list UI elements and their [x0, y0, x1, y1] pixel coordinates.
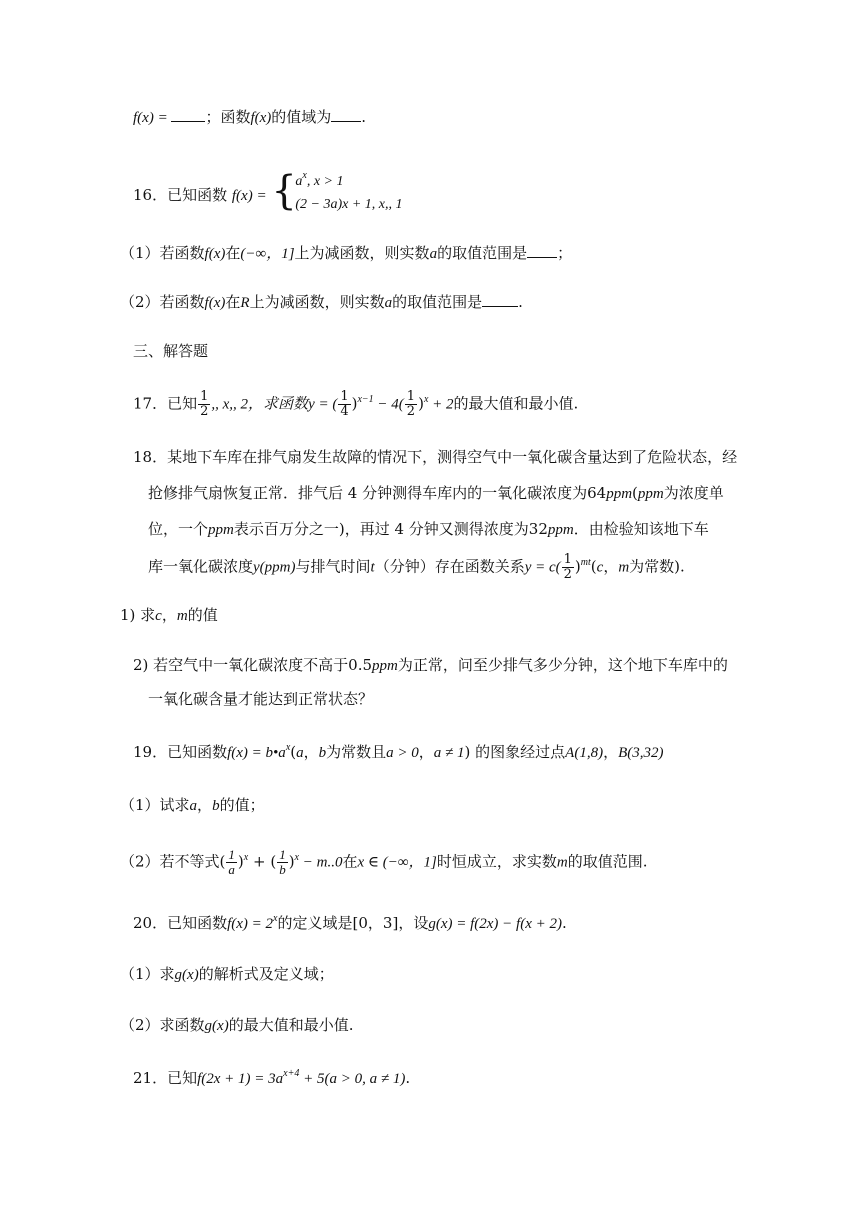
text: （1）求	[120, 965, 175, 983]
question-16-part-1	[120, 242, 572, 265]
question-18-part-2-line-1	[133, 654, 728, 677]
question-20-part-2	[120, 1014, 353, 1037]
math: a > 0	[386, 745, 419, 761]
fraction-half: $\frac{1}{2}$	[200, 389, 209, 419]
exponent: x	[423, 393, 429, 405]
math: b	[318, 745, 327, 761]
math: ppm	[637, 486, 664, 502]
text: 上为减函数，则实数	[249, 293, 385, 311]
text: 已知函数	[167, 914, 228, 932]
math: ppm	[606, 486, 633, 502]
question-18-part-2-line-2: 一氧化碳含量才能达到正常状态？	[148, 690, 374, 708]
text: 为常数且	[326, 743, 387, 761]
text: 抢修排气扇恢复正常．排气后 4 分钟测得车库内的一氧化碳浓度为	[148, 484, 588, 502]
fraction-one-over-a: $\frac{1}{a}$	[228, 847, 235, 877]
text: （1）若函数	[120, 244, 205, 262]
text: 2) 若空气中一氧化碳浓度不高于	[133, 656, 349, 674]
text: 的取值范围是	[392, 293, 483, 311]
text: 已知函数	[167, 186, 228, 204]
math: ,, x,, 2，求函数	[211, 396, 309, 413]
math: A(1,8)	[565, 745, 604, 761]
answer-blank	[527, 243, 557, 258]
section-heading: 三、解答题	[133, 342, 209, 360]
math: 64	[587, 484, 607, 502]
fraction-one-over-b: $\frac{1}{b}$	[279, 847, 286, 877]
text: .	[361, 108, 367, 126]
math: + 5(a > 0, a ≠ 1)	[299, 1071, 406, 1087]
text: ) 的图象经过点	[464, 743, 566, 761]
exponent: x	[285, 742, 291, 753]
text: 与排气时间	[295, 557, 371, 576]
exponent: x	[273, 913, 278, 924]
text: 上为减函数，则实数	[294, 244, 430, 262]
exponent: x	[243, 851, 249, 863]
text: .	[518, 293, 523, 311]
text: 为浓度单	[663, 484, 724, 502]
text: ，	[418, 743, 434, 761]
question-17: 17．已知 $\frac{1}{2}$ ,, x,, 2，求函数y = ( $\frac{1}{4}$ )$^{x-1}$ − 4( $\frac{1}{2}$ )$^x$ + 2的最大值和最小值.	[133, 389, 579, 419]
answer-blank	[482, 292, 518, 307]
left-brace: {	[271, 168, 297, 214]
math: a	[189, 798, 198, 814]
q15-answer-line	[133, 106, 366, 129]
text: 已知	[167, 1069, 198, 1087]
math: B(3,32)	[618, 745, 664, 761]
question-number: 17．	[133, 394, 168, 413]
math: a ≠ 1	[433, 745, 465, 761]
math: R	[240, 295, 250, 311]
question-18-line-4: 库一氧化碳浓度y(ppm)与排气时间t（分钟）存在函数关系y = c( $\frac{1}{2}$ )$^{mt}$(c，m为常数).	[148, 552, 685, 582]
text: .	[405, 1069, 411, 1087]
text: 为常数).	[629, 557, 685, 576]
text: 某地下车库在排气扇发生故障的情况下，测得空气中一氧化碳含量达到了危险状态，经	[167, 448, 738, 466]
math: f(x)	[250, 110, 272, 126]
text: .	[561, 914, 567, 932]
text: 的值域为	[271, 108, 332, 126]
math: f(x) = 2	[227, 916, 274, 932]
question-19	[133, 741, 663, 766]
text: ，设	[398, 914, 429, 932]
text: （2）若不等式	[120, 852, 220, 871]
math: f(x)	[204, 246, 226, 262]
fraction-half: $\frac{1}{2}$	[406, 389, 416, 419]
math: − m..0	[299, 854, 343, 871]
math: a	[429, 246, 438, 262]
math: 32	[528, 520, 548, 538]
question-18-line-3	[148, 518, 709, 541]
text: 库一氧化碳浓度	[148, 557, 254, 576]
answer-blank	[331, 107, 361, 122]
math: (−∞，1]	[240, 246, 295, 262]
math: a	[384, 295, 393, 311]
math: m	[618, 559, 630, 576]
text: 1) 求	[120, 606, 156, 624]
f-of-x-label: f(x) =	[133, 110, 172, 126]
text: （1）试求	[120, 796, 190, 814]
text: 在	[225, 244, 241, 262]
math: b	[212, 798, 220, 814]
math: g(x)	[204, 1018, 229, 1034]
question-19-part-2: （2）若不等式( $\frac{1}{a}$ )$^x$ + ( $\frac{1}{b}$ )$^x$ − m..0在x ∈ (−∞，1]时恒成立，求实数m的取值范围.	[120, 847, 648, 877]
math: [0，3]	[352, 914, 399, 932]
math: t	[370, 559, 375, 576]
math: + 2	[428, 396, 454, 413]
question-18-line-1	[133, 446, 737, 468]
question-20-part-1	[120, 963, 334, 986]
text: （分钟）存在函数关系	[374, 557, 525, 576]
text: 的最大值和最小值.	[453, 394, 579, 413]
question-19-part-1	[120, 794, 265, 817]
math: f(x)	[204, 295, 226, 311]
exponent: x−1	[357, 393, 374, 405]
math: y(ppm)	[253, 559, 296, 576]
text: ，	[603, 557, 619, 576]
question-number: 18．	[133, 448, 168, 466]
question-20	[133, 912, 567, 937]
question-18-part-1	[120, 604, 218, 627]
text: 的最大值和最小值.	[228, 1016, 354, 1034]
text: (	[590, 557, 597, 576]
text: 已知	[167, 394, 198, 413]
text: 表示百万分之一)，再过 4 分钟又测得浓度为	[233, 520, 529, 538]
text: 的取值范围.	[567, 852, 648, 871]
text: ，	[161, 606, 177, 624]
piecewise-function	[271, 168, 421, 217]
text: (	[290, 743, 297, 761]
exponent: x	[294, 851, 299, 863]
text: 的值	[187, 606, 218, 624]
answer-blank	[171, 107, 205, 122]
question-21	[133, 1067, 410, 1092]
text: 的值；	[219, 796, 265, 814]
text: （2）求函数	[120, 1016, 205, 1034]
math: f(x) =	[231, 188, 267, 204]
text: 的解析式及定义域；	[198, 965, 334, 983]
math: y = (	[308, 396, 338, 413]
question-number: 19．	[133, 743, 168, 761]
text: （2）若函数	[120, 293, 205, 311]
exponent: mt	[580, 556, 591, 568]
text: 在	[342, 852, 358, 871]
text: 的取值范围是	[437, 244, 528, 262]
text: 位，一个	[148, 520, 209, 538]
math: x ∈ (−∞，1]	[357, 854, 437, 871]
question-number: 21．	[133, 1069, 168, 1087]
text: ；函数	[205, 108, 251, 126]
question-16	[133, 168, 421, 219]
math: − 4(	[373, 396, 404, 413]
text: 的定义域是	[277, 914, 353, 932]
math: m	[556, 854, 568, 871]
text: ，	[197, 796, 213, 814]
question-number: 20．	[133, 914, 168, 932]
math: 0.5	[348, 656, 373, 674]
math: m	[176, 608, 188, 624]
text: 时恒成立，求实数	[436, 852, 557, 871]
case-2: (2 − 3a)x + 1, x,, 1	[295, 197, 403, 212]
math: y = c(	[524, 559, 561, 576]
math: (	[219, 852, 226, 871]
text: 为正常，问至少排气多少分钟，这个地下车库中的	[397, 656, 728, 674]
text: ，	[603, 743, 619, 761]
math: + (	[248, 852, 277, 871]
math: ppm	[208, 522, 234, 538]
text: ；	[557, 244, 573, 262]
math: g(x) = f(2x) − f(x + 2)	[428, 916, 562, 932]
exponent: x+4	[283, 1068, 300, 1079]
math: ppm	[372, 658, 398, 674]
text: ，	[303, 743, 319, 761]
fraction-half: $\frac{1}{2}$	[563, 552, 572, 582]
math: ppm	[547, 522, 574, 538]
fraction-quarter: $\frac{1}{4}$	[340, 389, 349, 419]
math: f(2x + 1) = 3a	[197, 1071, 284, 1087]
math: g(x)	[174, 967, 199, 983]
piecewise-cases	[295, 171, 402, 216]
case-1: $a^x$, x > 1	[295, 170, 344, 189]
text: ．由检验知该地下车	[573, 520, 709, 538]
question-number: 16．	[133, 186, 168, 204]
math: c	[155, 608, 162, 624]
text: 已知函数	[167, 743, 228, 761]
question-18-line-2	[148, 482, 724, 505]
math: f(x) = b•a	[227, 745, 286, 761]
math: c	[596, 559, 604, 576]
math: a	[296, 745, 304, 761]
text: 在	[225, 293, 241, 311]
text: (	[632, 484, 638, 502]
question-16-part-2	[120, 291, 523, 314]
